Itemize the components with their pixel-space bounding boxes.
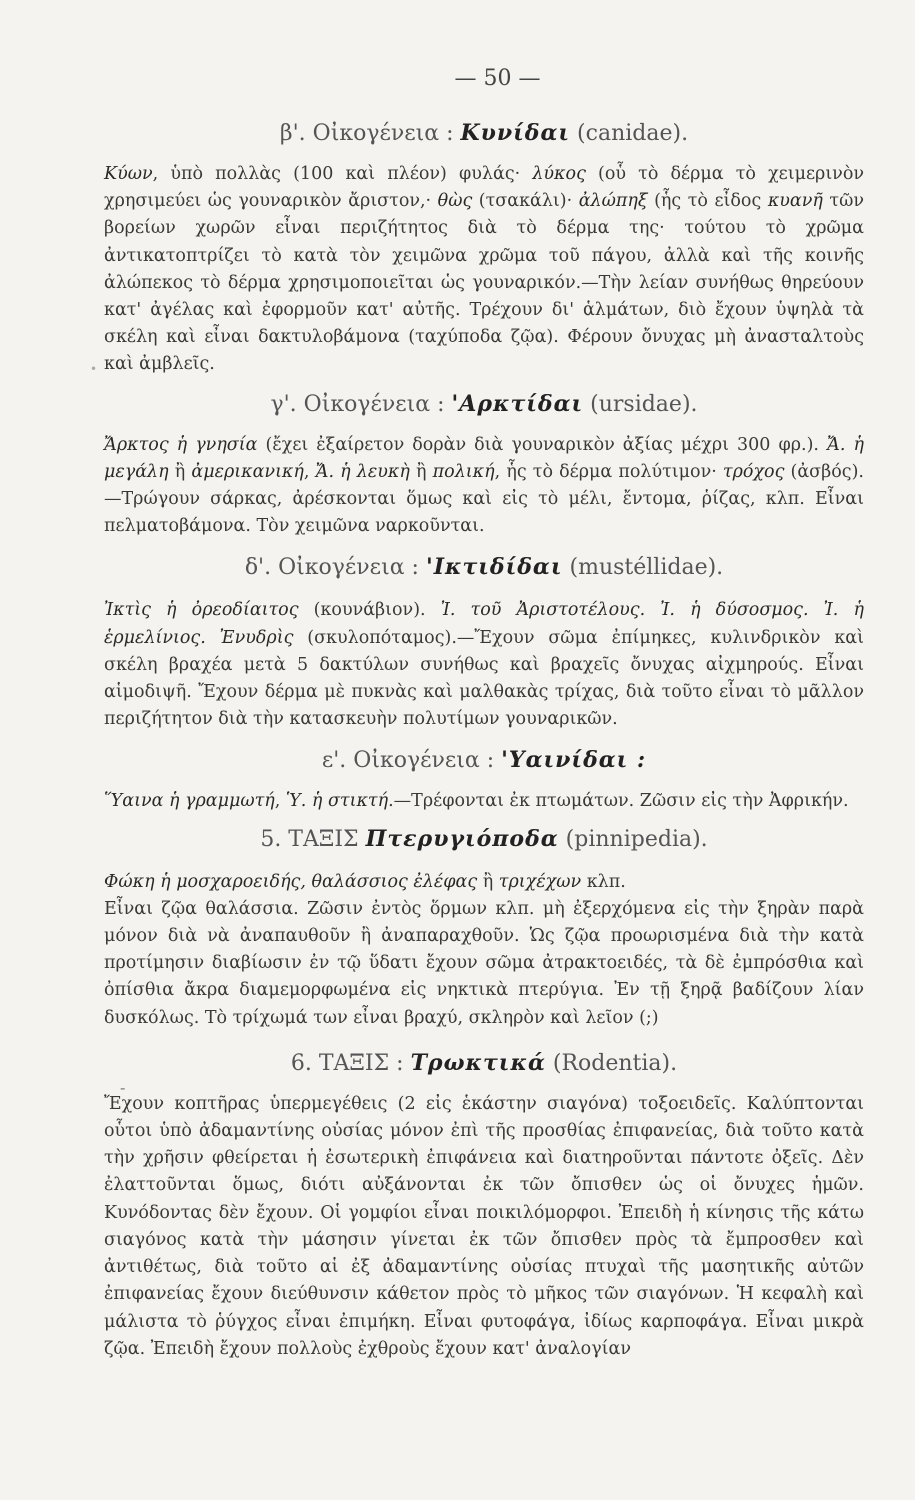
- page-content: [104, 112, 864, 1363]
- italic-term: πολική: [432, 461, 495, 482]
- paragraph: [104, 869, 864, 896]
- text-run: (σκυλοπόταμος).—Ἔχουν σῶμα ἐπίμηκες, κυλινδρικὸν καὶ σκέλη βραχέα μετὰ 5 δακτύλων συνήθως καὶ βραχεῖς ὄνυχας αἰχμηρούς. Εἶναι αἱμοδιψῆ. Ἔχουν δέρμα μὲ πυκνὰς καὶ μαλθακὰς τρίχας, διὰ τοῦτο εἶναι τὸ μᾶλλον περιζήτητον διὰ τὴν κατασκευὴν πολυτίμων γουναρικῶν.: [104, 627, 864, 730]
- italic-term: λύκος: [532, 164, 586, 184]
- text-run: , ἧς τὸ δέρμα πολύτιμον·: [494, 461, 723, 482]
- text-run: ἢ: [477, 871, 499, 892]
- section-heading-ursidae: γ'. Οἰκογένεια : 'Αρκτίδαι (ursidae).: [270, 390, 698, 417]
- italic-term: Φώκη ἡ μοσχαροειδής, θαλάσσιος ἐλέφας: [104, 871, 478, 892]
- italic-term: ἀλώπηξ: [578, 191, 648, 212]
- text-run: ,: [303, 461, 316, 482]
- paragraph: [104, 597, 864, 733]
- text-run: (ἀσβός).—Τρώγουν σάρκας, ἀρέσκονται ὅμως καὶ εἰς τὸ μέλι, ἔντομα, ῥίζας, κλπ. Εἶναι πελματοβάμονα. Τὸν χειμῶνα ναρκοῦνται.: [104, 461, 864, 537]
- italic-term: θὼς: [437, 191, 473, 212]
- text-run: Ἔχουν κοπτῆρας ὑπερμεγέθεις (2 εἰς ἑκάστην σιαγόνα) τοξοειδεῖς. Καλύπτονται οὗτοι ὑπὸ ἀδαμαντίνης οὐσίας μόνον ἐπὶ τῆς προσθίας ἐπιφανείας, διὰ τοῦτο κατὰ τὴν χρῆσιν φθείρεται ἡ ἐσωτερικὴ ἐπιφάνεια καὶ διατηροῦνται πάντοτε ὀξεῖς. Δὲν ἐλαττοῦνται ὅμως, διότι αὐξάνονται ἐκ τῶν ὄπισθεν ὡς οἱ ὄνυχες ἡμῶν. Κυνόδοντας δὲν ἔχουν. Οἱ γομφίοι εἶναι ποικιλόμορφοι. Ἐπειδὴ ἡ κίνησις τῆς κάτω σιαγόνος κατὰ τὴν μάσησιν γίνεται ἐκ τῶν ὄπισθεν πρὸς τὰ ἔμπροσθεν καὶ ἀντιθέτως, διὰ τοῦτο αἱ ἐξ ἀδαμαντίνης οὐσίας πτυχαὶ τῆς μασητικῆς αὐτῶν ἐπιφανείας ἔχουν διεύθυνσιν κάθετον πρὸς τὸ μῆκος τῶν σιαγόνων. Ἡ κεφαλὴ καὶ μάλιστα τὸ ῥύγχος εἶναι ἐπιμήκη. Εἶναι φυτοφάγα, ἰδίως καρποφάγα. Εἶναι μικρὰ ζῷα. Ἐπειδὴ ἔχουν πολλοὺς ἐχθροὺς ἔχουν κατ' ἀναλογίαν: [104, 1093, 864, 1359]
- paragraph: [104, 788, 864, 815]
- text-run: τῶν βορείων χωρῶν εἶναι περιζήτητος διὰ τὸ δέρμα της· τούτου τὸ χρῶμα ἀντικατοπτρίζει τὸ κατὰ τὸν χειμῶνα χρῶμα τοῦ πάγου, ἀλλὰ καὶ τῆς κοινῆς ἀλώπεκος τὸ δέρμα χρησιμοποιεῖται ὡς γουναρικόν.—Τὴν λείαν συνήθως θηρεύουν κατ' ἀγέλας καὶ ἐφορμοῦν κατ' αὐτῆς. Τρέχουν δι' ἁλμάτων, διὸ ἔχουν ὑψηλὰ τὰ σκέλη καὶ εἶναι δακτυλοβάμονα (ταχύποδα ζῷα). Φέρουν ὄνυχας μὴ ἀνασταλτοὺς καὶ ἀμβλεῖς.: [104, 191, 865, 375]
- text-run: ἢ: [409, 461, 433, 482]
- text-run: κλπ.: [581, 871, 626, 892]
- italic-term: τριχέχων: [498, 871, 582, 892]
- italic-term: Ὑ. ἡ στικτή: [285, 791, 389, 812]
- paragraph: [104, 1091, 864, 1363]
- text-run: (κουνάβιον).: [298, 600, 441, 621]
- text-run: (ἧς τὸ εἶδος: [647, 191, 768, 212]
- text-run: (ἔχει ἐξαίρετον δορὰν διὰ γουναρικὸν ἀξίας μέχρι 300 φρ.).: [257, 434, 828, 455]
- section-heading-mustellidae: δ'. Οἰκογένεια : 'Ικτιδίδαι (mustéllidae).: [244, 554, 724, 581]
- paragraph: [104, 896, 864, 1032]
- paragraph: [104, 161, 864, 379]
- text-run: Εἶναι ζῷα θαλάσσια. Ζῶσιν ἐντὸς ὅρμων κλπ. μὴ ἐξερχόμενα εἰς τὴν ξηρὰν παρὰ μόνον διὰ νὰ ἀναπαυθοῦν ἢ ἀναπαραχθοῦν. Ὡς ζῷα προωρισμένα διὰ τὴν κατὰ προτίμησιν διαβίωσιν ἐν τῷ ὕδατι ἔχουν σῶμα ἀτρακτοειδές, τὰ δὲ ἐμπρόσθια καὶ ὀπίσθια ἄκρα διαμεμορφωμένα εἰς νηκτικὰ πτερύγια. Ἐν τῇ ξηρᾷ βαδίζουν λίαν δυσκόλως. Τὸ τρίχωμά των εἶναι βραχύ, σκληρὸν καὶ λεῖον (;): [104, 898, 864, 1028]
- italic-term: Ἰκτὶς ἡ ὀρεοδίαιτος: [104, 600, 299, 621]
- section-heading-hyaenidae: ε'. Οἰκογένεια : 'Υαινίδαι :: [321, 747, 647, 774]
- italic-term: κυανῆ: [767, 191, 823, 212]
- paragraph: [104, 432, 864, 541]
- italic-term: Ὕαινα ἡ γραμμωτή: [104, 791, 275, 812]
- section-heading-canidae: β'. Οἰκογένεια : Κυνίδαι (canidae).: [279, 120, 689, 146]
- section-heading-rodentia: 6. ΤΑΞΙΣ : Τρωκτικά (Rodentia).: [290, 1049, 678, 1076]
- italic-term: Κύων: [104, 164, 153, 184]
- section-heading-pinnipedia: 5. ΤΑΞΙΣ Πτερυγιόποδα (pinnipedia).: [260, 825, 708, 852]
- text-run: , ὑπὸ πολλὰς (100 καὶ πλέον) φυλάς·: [152, 164, 533, 184]
- italic-term: Ἄρκτος ἡ γνησία: [104, 434, 258, 455]
- page-number: — 50 —: [454, 66, 541, 91]
- text-run: (οὗ τὸ δέρμα τὸ χειμερινὸν χρησιμεύει ὡς γουναρικὸν ἄριστον,·: [104, 164, 864, 212]
- text-run: ἢ: [168, 461, 192, 482]
- text-run: ,: [274, 791, 286, 812]
- margin-dash: -: [120, 1078, 126, 1097]
- text-run: (τσακάλι)·: [472, 191, 579, 212]
- italic-term: Ἄ. ἡ λευκὴ: [315, 461, 410, 482]
- italic-term: Ἄ. ἡ μεγάλη: [104, 434, 864, 482]
- text-run: .—Τρέφονται ἐκ πτωμάτων. Ζῶσιν εἰς τὴν Ἀφρικήν.: [388, 791, 849, 812]
- italic-term: Ἰ. τοῦ Ἀριστοτέλους. Ἰ. ἡ δύσοσμος. Ἰ. ἡ ἑρμελίνιος. Ἐνυδρὶς: [104, 600, 864, 648]
- italic-term: τρόχος: [722, 461, 785, 482]
- margin-dot: •: [90, 362, 98, 376]
- italic-term: ἀμερικανική: [191, 461, 304, 482]
